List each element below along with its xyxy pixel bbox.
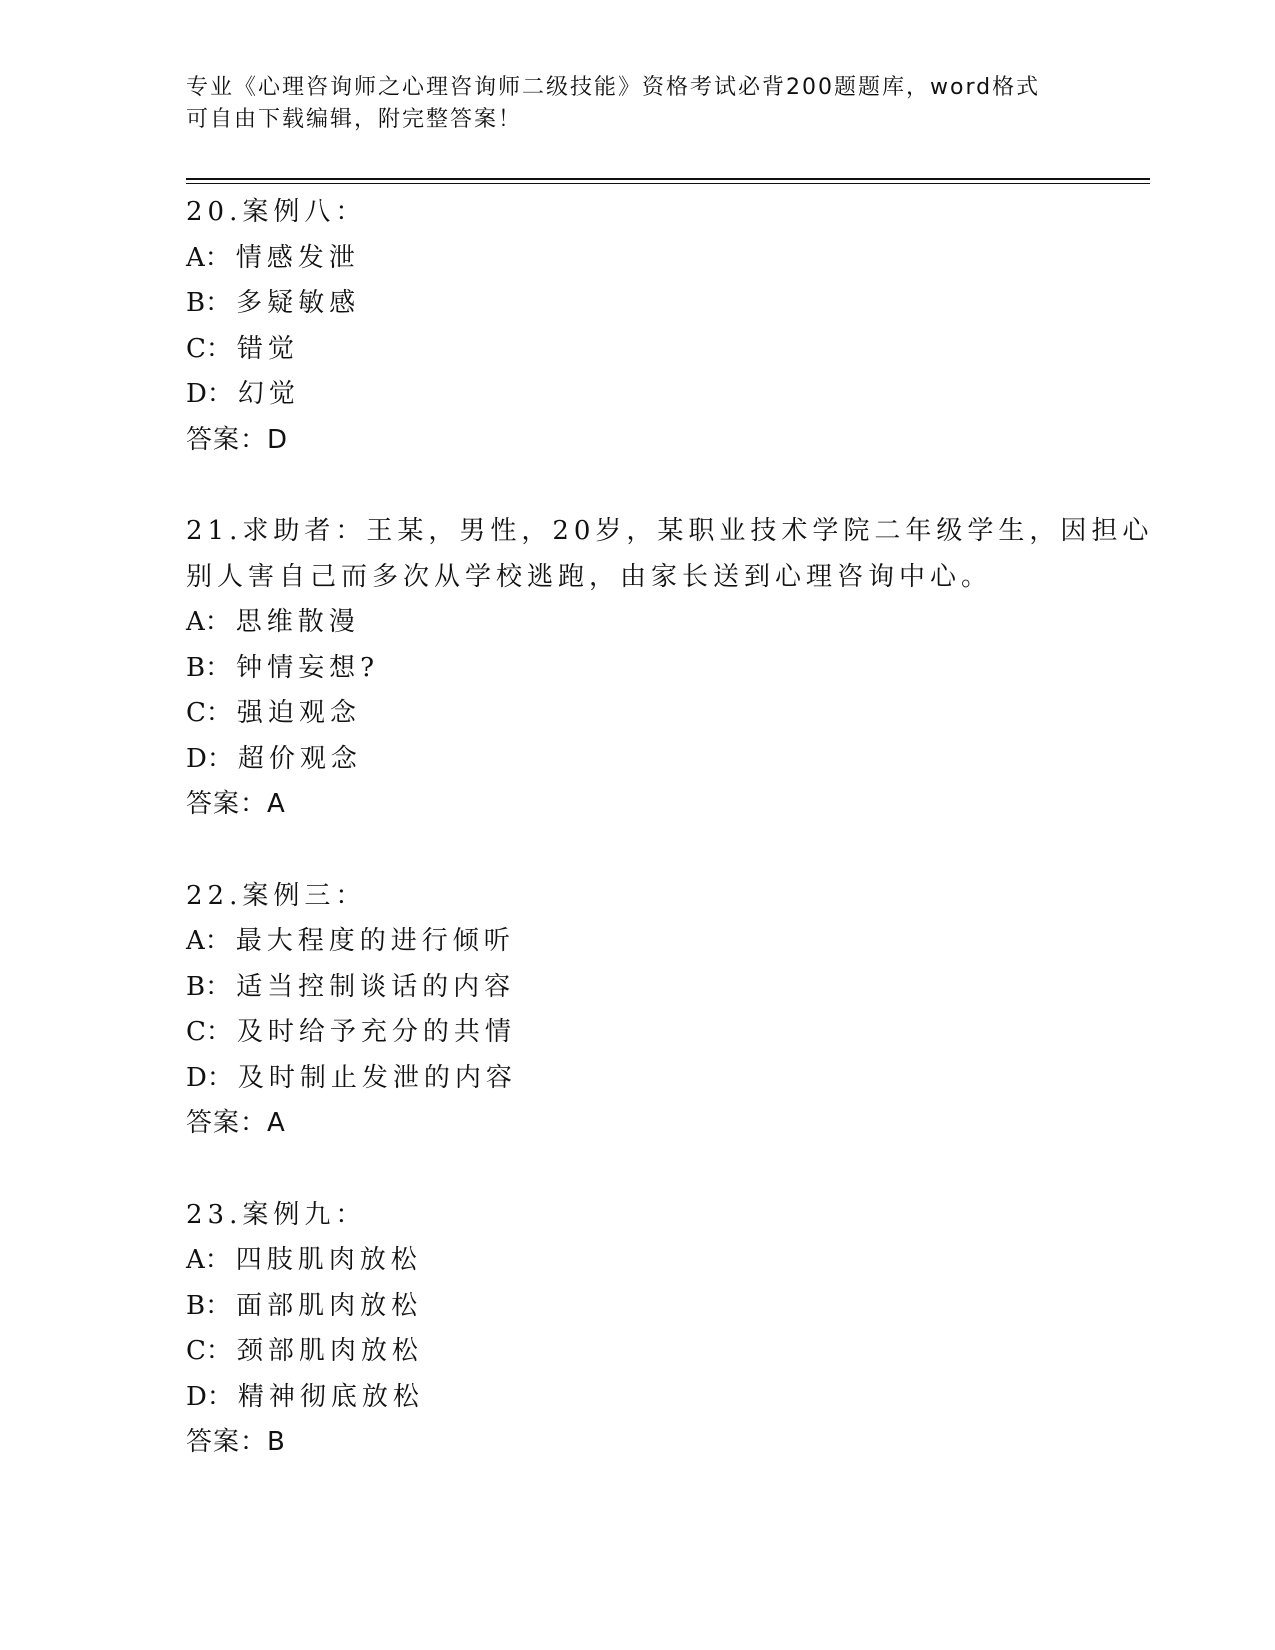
option-c: [186, 691, 1086, 737]
header-divider-thick: [186, 178, 1150, 180]
option-key: B ：: [186, 288, 236, 318]
question-21: [186, 509, 1154, 828]
option-text: 精神彻底放松: [237, 1381, 424, 1412]
answer-line: 答案：A: [186, 1108, 286, 1138]
header-line-2: 可自由下载编辑，附完整答案！: [186, 107, 523, 132]
question-stem-line-1: 21.求助者：王某，男性，20岁，某职业技术学院二年级学生，因担心: [186, 516, 1154, 546]
option-text: 及时制止发泄的内容: [237, 1062, 517, 1093]
option-text: 错觉: [236, 333, 299, 364]
option-key: A ：: [186, 607, 236, 637]
document-header: [186, 72, 1086, 136]
option-key: D ：: [186, 379, 238, 409]
option-key: A ：: [186, 926, 236, 956]
option-text: 幻觉: [237, 379, 300, 409]
option-a: [186, 236, 1086, 282]
option-text: 颈部肌肉放松: [236, 1336, 423, 1366]
question-20: [186, 190, 1086, 463]
question-stem: 23.案例九：: [186, 1199, 367, 1230]
option-key: D ：: [186, 744, 238, 774]
option-text: 思维散漫: [235, 607, 360, 637]
option-a: [186, 600, 1086, 646]
option-b: [186, 1284, 1086, 1330]
answer-line: 答案：A: [186, 789, 286, 819]
option-text: 强迫观念: [236, 698, 361, 728]
option-d: [186, 372, 1086, 418]
option-key: A ：: [186, 243, 236, 273]
option-b: [186, 646, 1086, 692]
option-key: B ：: [186, 972, 236, 1002]
header-divider-thin: [186, 183, 1150, 184]
option-key: D ：: [186, 1382, 238, 1412]
answer-line: 答案：D: [186, 424, 289, 455]
option-a: [186, 1238, 1086, 1284]
option-text: 钟情妄想?: [236, 652, 380, 683]
option-text: 情感发泄: [235, 242, 360, 273]
question-22: [186, 874, 1086, 1147]
option-text: 多疑敏感: [236, 288, 361, 318]
option-key: B ：: [186, 1291, 236, 1321]
option-text: 适当控制谈话的内容: [236, 971, 516, 1002]
option-c: [186, 1010, 1086, 1056]
option-b: [186, 281, 1086, 327]
option-key: C ：: [186, 334, 237, 364]
option-key: B ：: [186, 653, 236, 683]
option-text: 面部肌肉放松: [236, 1290, 423, 1321]
option-d: [186, 1375, 1086, 1421]
question-stem: 22.案例三：: [186, 880, 367, 911]
option-b: [186, 965, 1086, 1011]
option-text: 四肢肌肉放松: [235, 1245, 422, 1275]
option-key: C ：: [186, 1336, 237, 1366]
option-key: A ：: [186, 1245, 236, 1275]
option-text: 超价观念: [237, 743, 362, 774]
option-d: [186, 1056, 1086, 1102]
option-text: 最大程度的进行倾听: [235, 926, 515, 956]
option-c: [186, 327, 1086, 373]
option-key: D ：: [186, 1063, 238, 1093]
option-text: 及时给予充分的共情: [236, 1017, 516, 1047]
question-stem-line-2: 别人害自己而多次从学校逃跑，由家长送到心理咨询中心。: [186, 561, 993, 592]
option-key: C ：: [186, 698, 237, 728]
option-key: C ：: [186, 1017, 237, 1047]
option-d: [186, 737, 1086, 783]
option-a: [186, 919, 1086, 965]
header-line-1: 专业《心理咨询师之心理咨询师二级技能》资格考试必背200题题库，word格式: [186, 75, 1041, 100]
question-stem: 20.案例八：: [186, 197, 367, 227]
answer-line: 答案：B: [186, 1427, 286, 1457]
question-list: [186, 190, 1154, 1512]
option-c: [186, 1329, 1086, 1375]
question-23: [186, 1193, 1086, 1466]
